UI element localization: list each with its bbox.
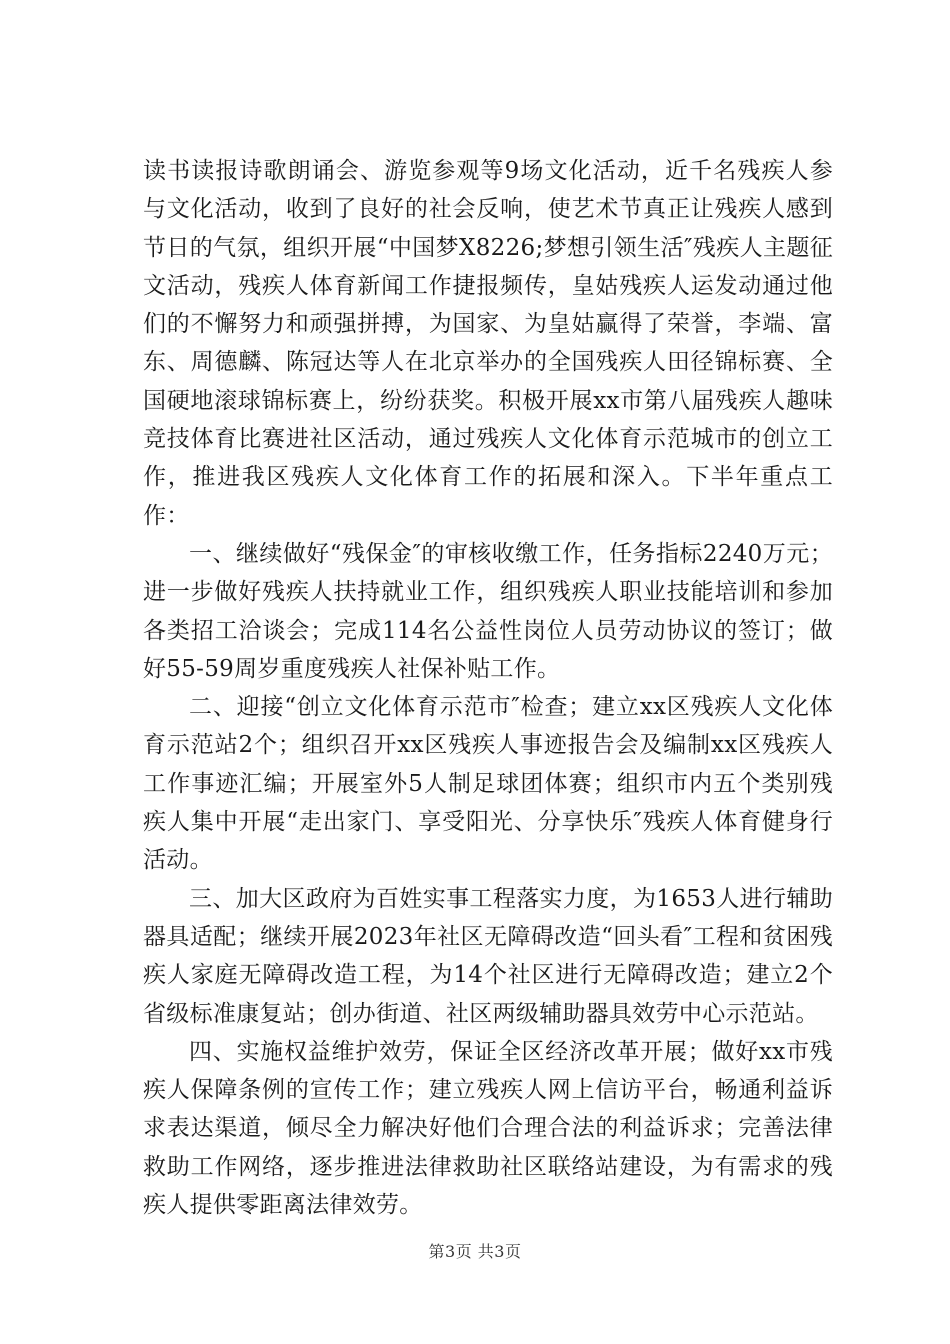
paragraph-item-4: 四、实施权益维护效劳，保证全区经济改革开展；做好xx市残疾人保障条例的宣传工作；建立残疾人网上信访平台，畅通利益诉求表达渠道，倾尽全力解决好他们合理合法的利益诉求；完善法律救助工作网络，逐步推进法律救助社区联络站建设，为有需求的残疾人提供零距离法律效劳。 xyxy=(143,1038,833,1219)
document-body xyxy=(143,152,833,1224)
paragraph-item-1: 一、继续做好“残保金″的审核收缴工作，任务指标2240万元；进一步做好残疾人扶持就业工作，组织残疾人职业技能培训和参加各类招工洽谈会；完成114名公益性岗位人员劳动协议的签订；做好55-59周岁重度残疾人社保补贴工作。 xyxy=(143,540,833,682)
paragraph-item-2: 二、迎接“创立文化体育示范市″检查；建立xx区残疾人文化体育示范站2个；组织召开xx区残疾人事迹报告会及编制xx区残疾人工作事迹汇编；开展室外5人制足球团体赛；组织市内五个类别残疾人集中开展“走出家门、享受阳光、分享快乐″残疾人体育健身行活动。 xyxy=(143,694,833,874)
page-footer: 第3页 共3页 xyxy=(428,1242,522,1261)
paragraph-intro: 读书读报诗歌朗诵会、游览参观等9场文化活动，近千名残疾人参与文化活动，收到了良好的社会反响，使艺术节真正让残疾人感到节日的气氛，组织开展“中国梦X8226;梦想引领生活″残疾人主题征文活动，残疾人体育新闻工作捷报频传，皇姑残疾人运发动通过他们的不懈努力和顽强拼搏，为国家、为皇姑赢得了荣誉，李端、富东、周德麟、陈冠达等人在北京举办的全国残疾人田径锦标赛、全国硬地滚球锦标赛上，纷纷获奖。积极开展xx市第八届残疾人趣味竞技体育比赛进社区活动，通过残疾人文化体育示范城市的创立工作，推进我区残疾人文化体育工作的拓展和深入。下半年重点工作： xyxy=(143,158,833,529)
paragraph-item-3: 三、加大区政府为百姓实事工程落实力度，为1653人进行辅助器具适配；继续开展2023年社区无障碍改造“回头看″工程和贫困残疾人家庭无障碍改造工程，为14个社区进行无障碍改造；建立2个省级标准康复站；创办街道、社区两级辅助器具效劳中心示范站。 xyxy=(143,885,833,1027)
